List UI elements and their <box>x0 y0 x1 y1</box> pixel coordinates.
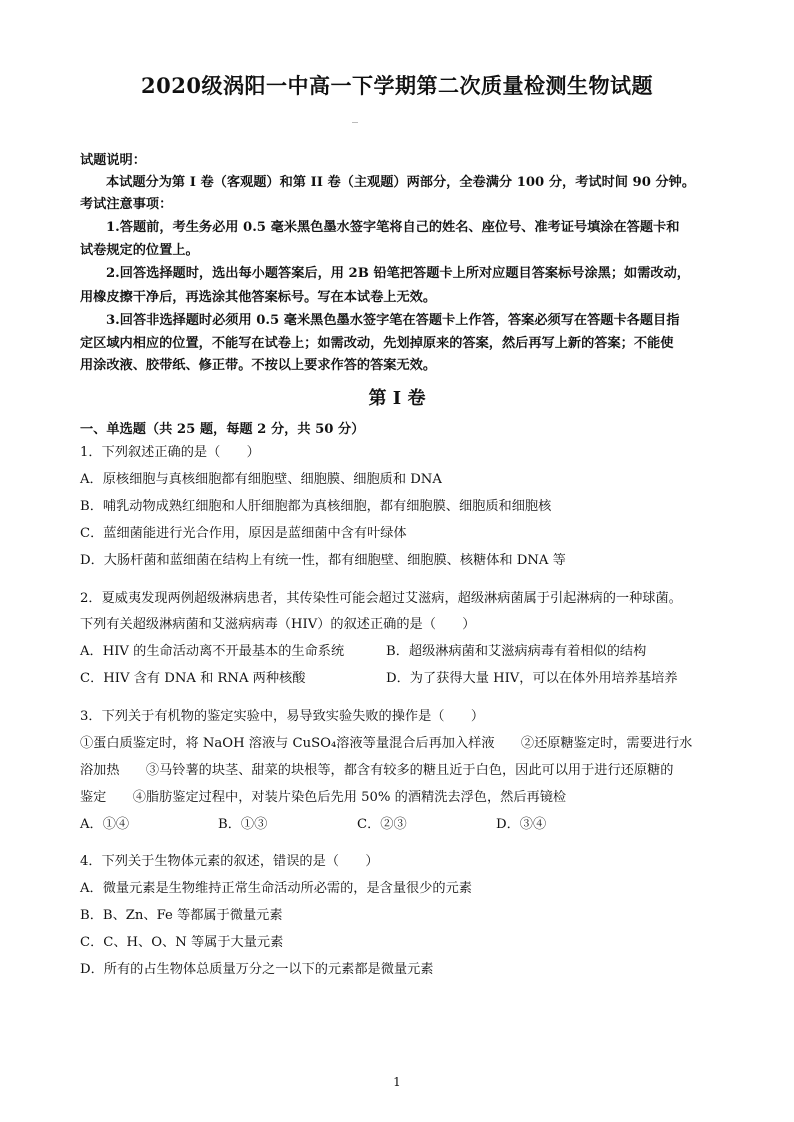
page-number: 1 <box>393 1075 401 1089</box>
q2-option-c: C．HIV 含有 DNA 和 RNA 两种核酸 <box>80 671 306 686</box>
q4-stem: 4．下列关于生物体元素的叙述，错误的是（ ） <box>80 854 379 869</box>
q2-option-b: B．超级淋病菌和艾滋病病毒有着相似的结构 <box>386 644 647 659</box>
q1-option-b: B．哺乳动物成熟红细胞和人肝细胞都为真核细胞，都有细胞膜、细胞质和细胞核 <box>80 499 552 514</box>
notice-item-1-line-2: 试卷规定的位置上。 <box>80 243 199 258</box>
q1-option-d: D．大肠杆菌和蓝细菌在结构上有统一性，都有细胞壁、细胞膜、核糖体和 DNA 等 <box>80 553 566 568</box>
q3-option-d: D．③④ <box>496 817 547 832</box>
notice-heading: 考试注意事项： <box>80 197 173 212</box>
notice-item-3-line-2: 定区域内相应的位置，不能写在试卷上；如需改动，先划掉原来的答案，然后再写上新的答案；不能使 <box>80 336 674 351</box>
q2-stem-line-2: 下列有关超级淋病菌和艾滋病病毒（HIV）的叙述正确的是（ ） <box>80 617 476 632</box>
instructions-heading: 试题说明： <box>80 153 146 168</box>
scan-speck <box>352 122 358 123</box>
q2-stem-line-1: 2．夏威夷发现两例超级淋病患者，其传染性可能会超过艾滋病，超级淋病菌属于引起淋病的一种球菌。 <box>80 591 682 606</box>
q2-option-d: D．为了获得大量 HIV，可以在体外用培养基培养 <box>386 671 678 686</box>
q1-stem: 1．下列叙述正确的是（ ） <box>80 445 260 460</box>
exam-title: 2020级涡阳一中高一下学期第二次质量检测生物试题 <box>141 73 653 98</box>
q3-item-line-2: 浴加热 ③马铃薯的块茎、甜菜的块根等，都含有较多的糖且近于白色，因此可以用于进行还原糖的 <box>80 763 674 778</box>
q3-option-a: A．①④ <box>80 817 130 832</box>
q3-item-line-1: ①蛋白质鉴定时，将 NaOH 溶液与 CuSO₄溶液等量混合后再加入样液 ②还原糖鉴定时，需要进行水 <box>80 736 693 751</box>
q2-option-a: A．HIV 的生命活动离不开最基本的生命系统 <box>80 644 345 659</box>
q4-option-c: C．C、H、O、N 等属于大量元素 <box>80 935 284 950</box>
q3-option-c: C．②③ <box>357 817 407 832</box>
q3-stem: 3．下列关于有机物的鉴定实验中，易导致实验失败的操作是（ ） <box>80 709 485 724</box>
part-heading: 一、单选题（共 25 题，每题 2 分，共 50 分） <box>80 422 365 437</box>
q4-option-b: B．B、Zn、Fe 等都属于微量元素 <box>80 908 283 923</box>
notice-item-1-line-1: 1.答题前，考生务必用 0.5 毫米黑色墨水签字笔将自己的姓名、座位号、准考证号填涂在答题卡和 <box>106 220 680 235</box>
q3-option-b: B．①③ <box>218 817 268 832</box>
q1-option-c: C．蓝细菌能进行光合作用，原因是蓝细菌中含有叶绿体 <box>80 526 407 541</box>
notice-item-2-line-1: 2.回答选择题时，选出每小题答案后，用 2B 铅笔把答题卡上所对应题目答案标号涂黑；如需改动， <box>106 266 690 281</box>
instructions-intro: 本试题分为第 I 卷（客观题）和第 II 卷（主观题）两部分，全卷满分 100 分，考试时间 90 分钟。 <box>106 175 696 190</box>
q3-item-line-3: 鉴定 ④脂肪鉴定过程中，对装片染色后先用 50% 的酒精洗去浮色，然后再镜检 <box>80 790 567 805</box>
notice-item-3-line-3: 用涂改液、胶带纸、修正带。不按以上要求作答的答案无效。 <box>80 358 437 373</box>
notice-item-2-line-2: 用橡皮擦干净后，再选涂其他答案标号。写在本试卷上无效。 <box>80 290 437 305</box>
notice-item-3-line-1: 3.回答非选择题时必须用 0.5 毫米黑色墨水签字笔在答题卡上作答，答案必须写在答题卡各题目指 <box>106 313 680 328</box>
q1-option-a: A．原核细胞与真核细胞都有细胞壁、细胞膜、细胞质和 DNA <box>80 472 442 487</box>
section-title: 第 I 卷 <box>368 388 426 409</box>
q4-option-d: D．所有的占生物体总质量万分之一以下的元素都是微量元素 <box>80 962 434 977</box>
q4-option-a: A．微量元素是生物维持正常生命活动所必需的，是含量很少的元素 <box>80 881 472 896</box>
